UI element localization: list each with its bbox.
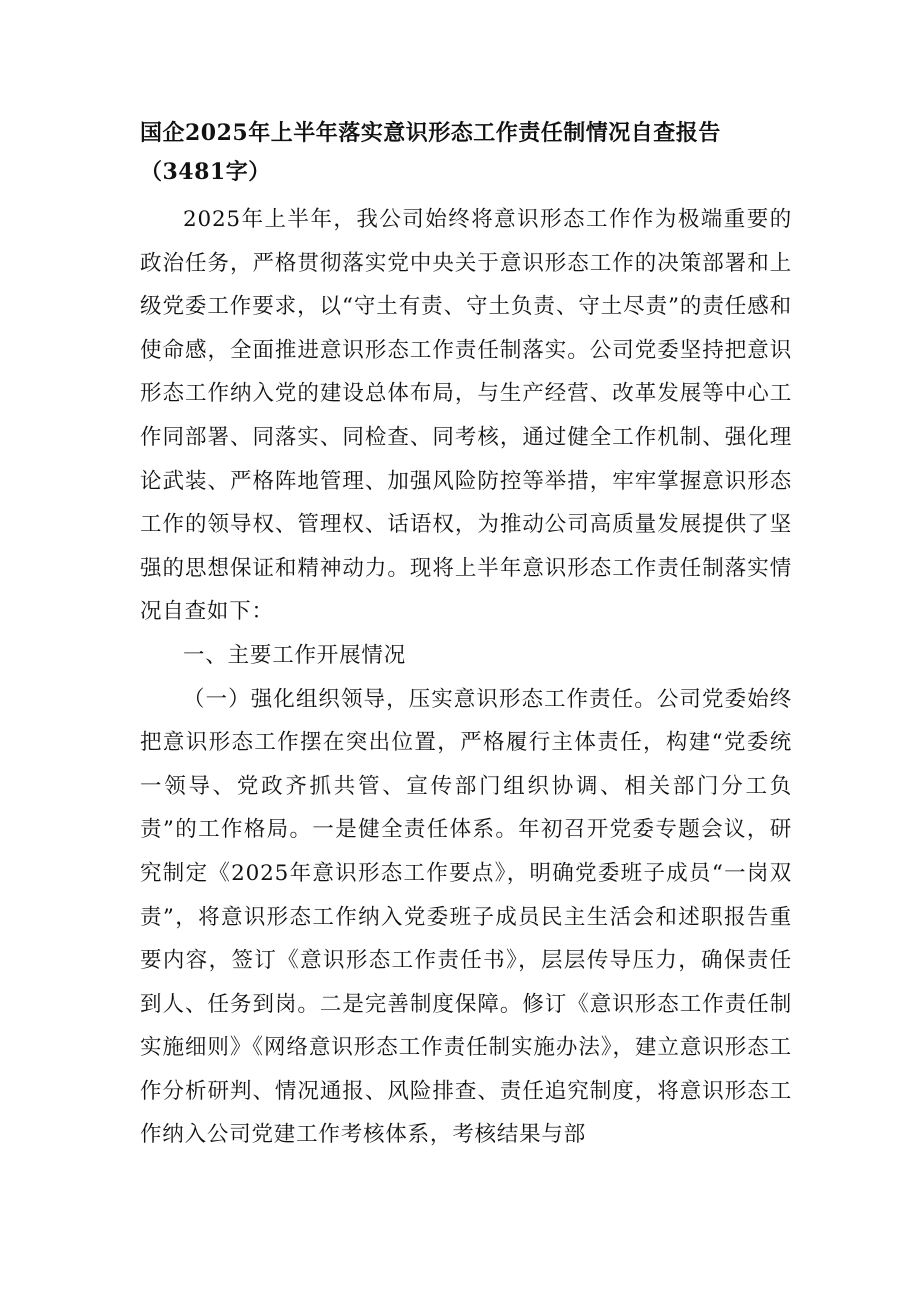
intro-paragraph: 2025年上半年，我公司始终将意识形态工作作为极端重要的政治任务，严格贯彻落实党中央关于意识形态工作的决策部署和上级党委工作要求，以“守土有责、守土负责、守土尽责”的责任感和使命感，全面推进意识形态工作责任制落实。公司党委坚持把意识形态工作纳入党的建设总体布局，与生产经营、改革发展等中心工作同部署、同落实、同检查、同考核，通过健全工作机制、强化理论武装、严格阵地管理、加强风险防控等举措，牢牢掌握意识形态工作的领导权、管理权、话语权，为推动公司高质量发展提供了坚强的思想保证和精神动力。现将上半年意识形态工作责任制落实情况自查如下： [140, 207, 792, 625]
section-paragraph: （一）强化组织领导，压实意识形态工作责任。公司党委始终把意识形态工作摆在突出位置，严格履行主体责任，构建“党委统一领导、党政齐抓共管、宣传部门组织协调、相关部门分工负责”的工作格局。一是健全责任体系。年初召开党委专题会议，研究制定《2025年意识形态工作要点》，明确党委班子成员“一岗双责”，将意识形态工作纳入党委班子成员民主生活会和述职报告重要内容，签订《意识形态工作责任书》，层层传导压力，确保责任到人、任务到岗。二是完善制度保障。修订《意识形态工作责任制实施细则》《网络意识形态工作责任制实施办法》，建立意识形态工作分析研判、情况通报、风险排查、责任追究制度，将意识形态工作纳入公司党建工作考核体系，考核结果与部 [140, 686, 792, 1148]
document-page [140, 114, 792, 1157]
document-title: 国企2025年上半年落实意识形态工作责任制情况自查报告（3481字） [140, 120, 721, 185]
section-heading: 一、主要工作开展情况 [183, 642, 407, 668]
